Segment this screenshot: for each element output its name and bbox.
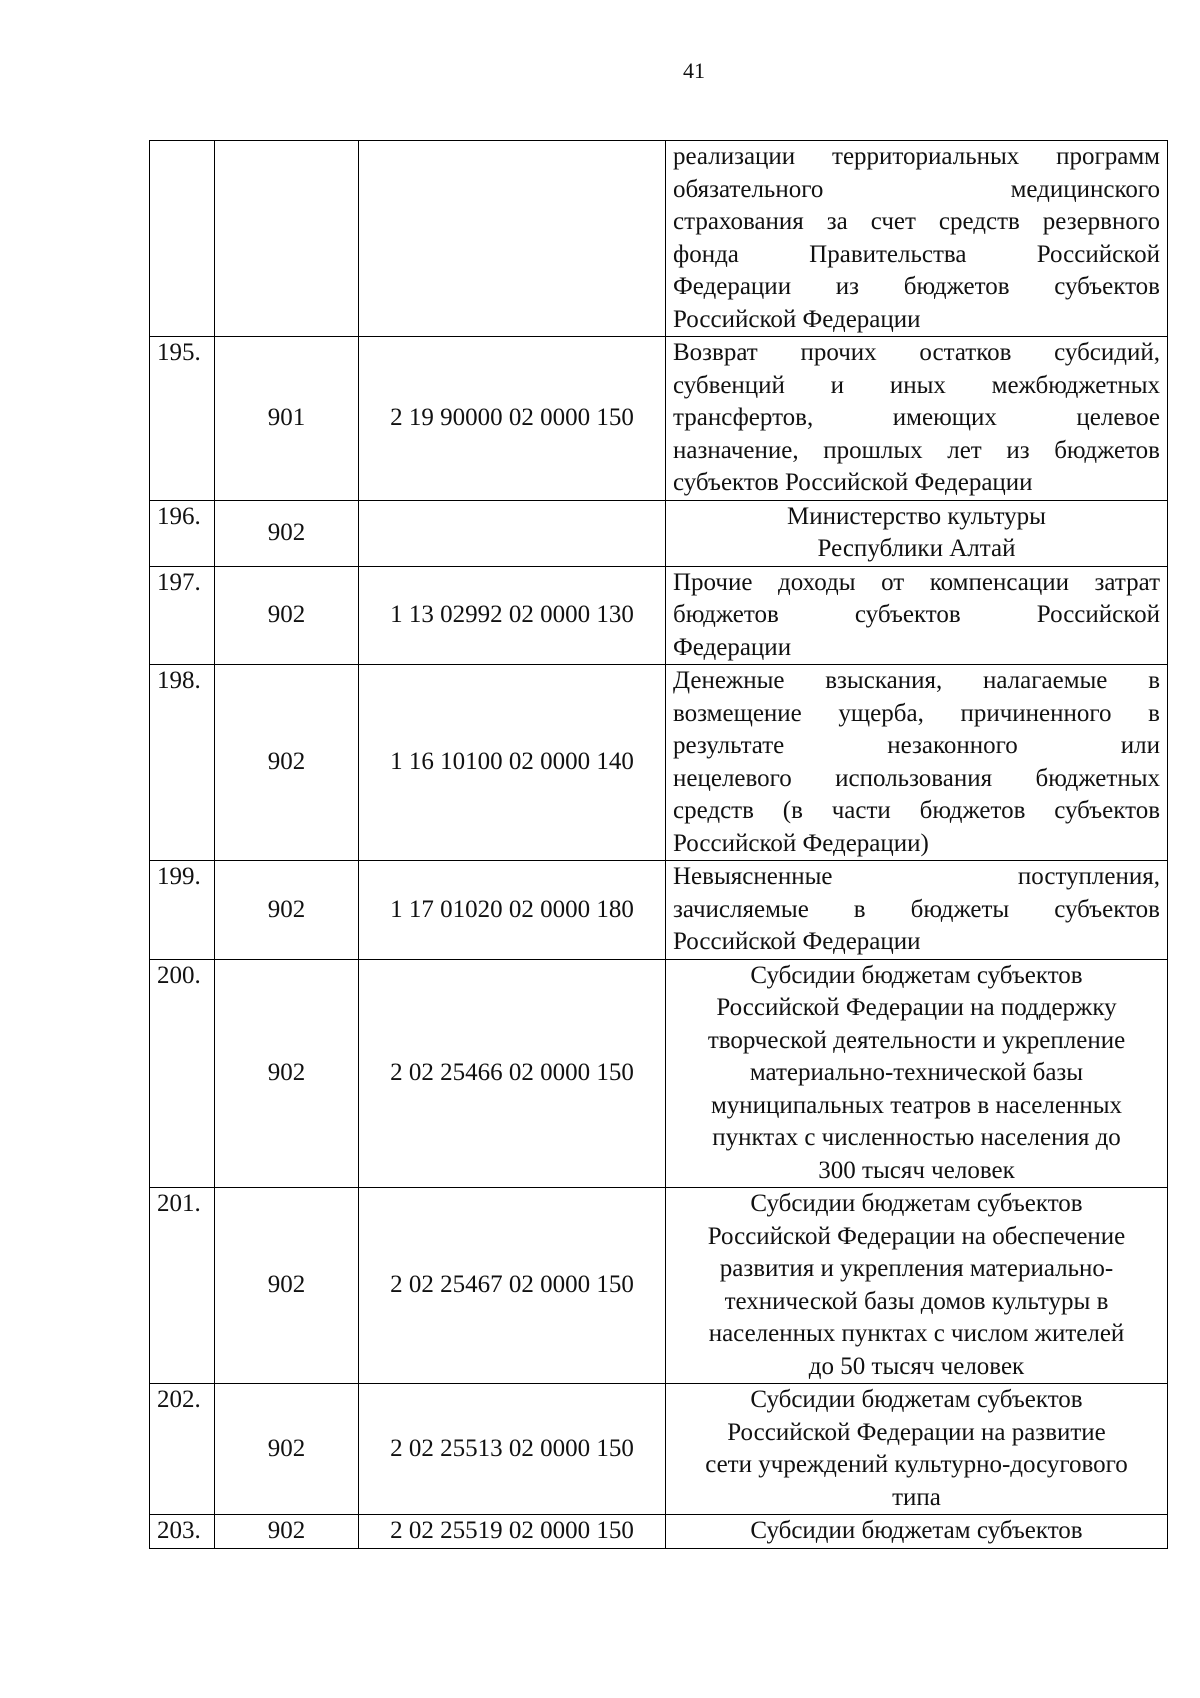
row-number-cell: 198.: [150, 665, 215, 861]
administrator-code-cell: 902: [215, 861, 359, 960]
administrator-code-cell: 902: [215, 665, 359, 861]
table-row: [150, 1188, 1168, 1384]
revenue-code-cell: 1 16 10100 02 0000 140: [359, 665, 666, 861]
revenue-name-cell: [666, 1188, 1168, 1384]
revenue-name-line: Субсидии бюджетам субъектов: [750, 1386, 1083, 1413]
row-number-cell: 203.: [150, 1515, 215, 1549]
page-number: 41: [683, 58, 705, 83]
revenue-name-line: Субсидии бюджетам субъектов: [750, 1190, 1083, 1217]
table-body: [150, 141, 1168, 1549]
administrator-code-cell: 902: [215, 959, 359, 1188]
row-number-cell: 200.: [150, 959, 215, 1188]
revenue-name-cell: [666, 1384, 1168, 1515]
row-number-cell: 195.: [150, 337, 215, 501]
revenue-name-line: Российской Федерации на развитие: [727, 1418, 1106, 1446]
revenue-name-line: Федерации из бюджетов субъектов: [673, 273, 1160, 300]
revenue-name-line: бюджетов субъектов Российской: [673, 601, 1160, 628]
revenue-name-line: Российской Федерации: [673, 305, 921, 333]
revenue-name-cell: [666, 337, 1168, 501]
table-row: [150, 1515, 1168, 1549]
revenue-name-line: типа: [892, 1483, 941, 1511]
revenue-name-line: Субсидии бюджетам субъектов: [750, 961, 1083, 989]
revenue-name-line: страхования за счет средств резервного: [673, 208, 1160, 235]
revenue-name-line: субъектов Российской Федерации: [673, 469, 1033, 496]
table-row: [150, 337, 1168, 501]
revenue-name-line: Российской Федерации): [673, 829, 929, 857]
revenue-name-line: фонда Правительства Российской: [673, 240, 1160, 268]
table-row: [150, 1384, 1168, 1515]
revenue-code-cell: 2 19 90000 02 0000 150: [359, 337, 666, 501]
revenue-name-line: Российской Федерации: [673, 928, 921, 955]
revenue-name-cell: [666, 959, 1168, 1188]
revenue-name-line: Возврат прочих остатков субсидий,: [673, 339, 1160, 366]
revenue-name-line: технической базы домов культуры в: [724, 1287, 1109, 1315]
revenue-name-line: зачисляемые в бюджеты субъектов: [673, 895, 1160, 923]
revenue-name-line: обязательного медицинского: [673, 175, 1160, 203]
revenue-name-line: Министерство культуры: [787, 502, 1046, 530]
revenue-name-cell: [666, 665, 1168, 861]
revenue-code-cell: 2 02 25466 02 0000 150: [359, 959, 666, 1188]
row-number-cell: 202.: [150, 1384, 215, 1515]
revenue-name-line: пунктах с численностью населения до: [712, 1124, 1121, 1151]
revenue-name-line: Российской Федерации на поддержку: [716, 994, 1117, 1021]
administrator-code-cell: 902: [215, 1188, 359, 1384]
table-row: [150, 566, 1168, 665]
revenue-code-cell: 1 17 01020 02 0000 180: [359, 861, 666, 960]
revenue-name-line: трансфертов, имеющих целевое: [673, 404, 1160, 431]
revenue-name-line: Денежные взыскания, налагаемые в: [673, 667, 1160, 694]
revenue-name-line: населенных пунктах с числом жителей: [708, 1320, 1125, 1347]
table-row: [150, 665, 1168, 861]
revenue-name-line: результате незаконного или: [673, 732, 1160, 759]
revenue-code-cell: 2 02 25519 02 0000 150: [359, 1515, 666, 1549]
revenue-name-line: Российской Федерации на обеспечение: [707, 1222, 1126, 1250]
row-number-cell: [150, 141, 215, 337]
revenue-name-cell: [666, 1515, 1168, 1549]
row-number-cell: 199.: [150, 861, 215, 960]
revenue-name-line: Республики Алтай: [817, 535, 1016, 562]
revenue-name-line: Невыясненные поступления,: [673, 863, 1160, 890]
revenue-name-line: субвенций и иных межбюджетных: [673, 371, 1160, 399]
revenue-name-line: сети учреждений культурно-досугового: [705, 1451, 1128, 1478]
revenue-name-line: Федерации: [673, 633, 792, 661]
administrator-code-cell: 902: [215, 566, 359, 665]
revenue-name-line: нецелевого использования бюджетных: [673, 764, 1160, 792]
revenue-name-line: развития и укрепления материально-: [719, 1255, 1114, 1282]
administrator-code-cell: 901: [215, 337, 359, 501]
revenue-name-line: творческой деятельности и укрепление: [707, 1026, 1126, 1054]
administrator-code-cell: 902: [215, 500, 359, 566]
revenue-name-cell: [666, 141, 1168, 337]
row-number-cell: 197.: [150, 566, 215, 665]
revenue-code-cell: 1 13 02992 02 0000 130: [359, 566, 666, 665]
table-row: [150, 141, 1168, 337]
revenue-name-line: Прочие доходы от компенсации затрат: [673, 568, 1160, 596]
revenue-name-line: средств (в части бюджетов субъектов: [673, 797, 1160, 824]
revenue-name-cell: [666, 861, 1168, 960]
row-number-cell: 196.: [150, 500, 215, 566]
revenue-code-cell: 2 02 25467 02 0000 150: [359, 1188, 666, 1384]
revenue-name-line: возмещение ущерба, причиненного в: [673, 699, 1160, 727]
revenue-name-line: реализации территориальных программ: [673, 143, 1160, 170]
revenue-name-line: до 50 тысяч человек: [808, 1352, 1025, 1380]
revenue-name-line: назначение, прошлых лет из бюджетов: [673, 436, 1160, 464]
table-row: [150, 500, 1168, 566]
revenue-code-cell: [359, 141, 666, 337]
table-row: [150, 861, 1168, 960]
revenue-name-cell: [666, 566, 1168, 665]
administrator-code-cell: 902: [215, 1384, 359, 1515]
revenue-name-line: материально-технической базы: [749, 1059, 1084, 1086]
table-row: [150, 959, 1168, 1188]
revenue-code-cell: 2 02 25513 02 0000 150: [359, 1384, 666, 1515]
administrator-code-cell: [215, 141, 359, 337]
row-number-cell: 201.: [150, 1188, 215, 1384]
revenue-name-cell: [666, 500, 1168, 566]
revenue-name-line: 300 тысяч человек: [818, 1156, 1015, 1184]
administrator-code-cell: 902: [215, 1515, 359, 1549]
revenue-codes-table: [149, 140, 1168, 1549]
revenue-name-line: Субсидии бюджетам субъектов: [750, 1517, 1083, 1544]
revenue-code-cell: [359, 500, 666, 566]
revenue-name-line: муниципальных театров в населенных: [710, 1091, 1123, 1119]
